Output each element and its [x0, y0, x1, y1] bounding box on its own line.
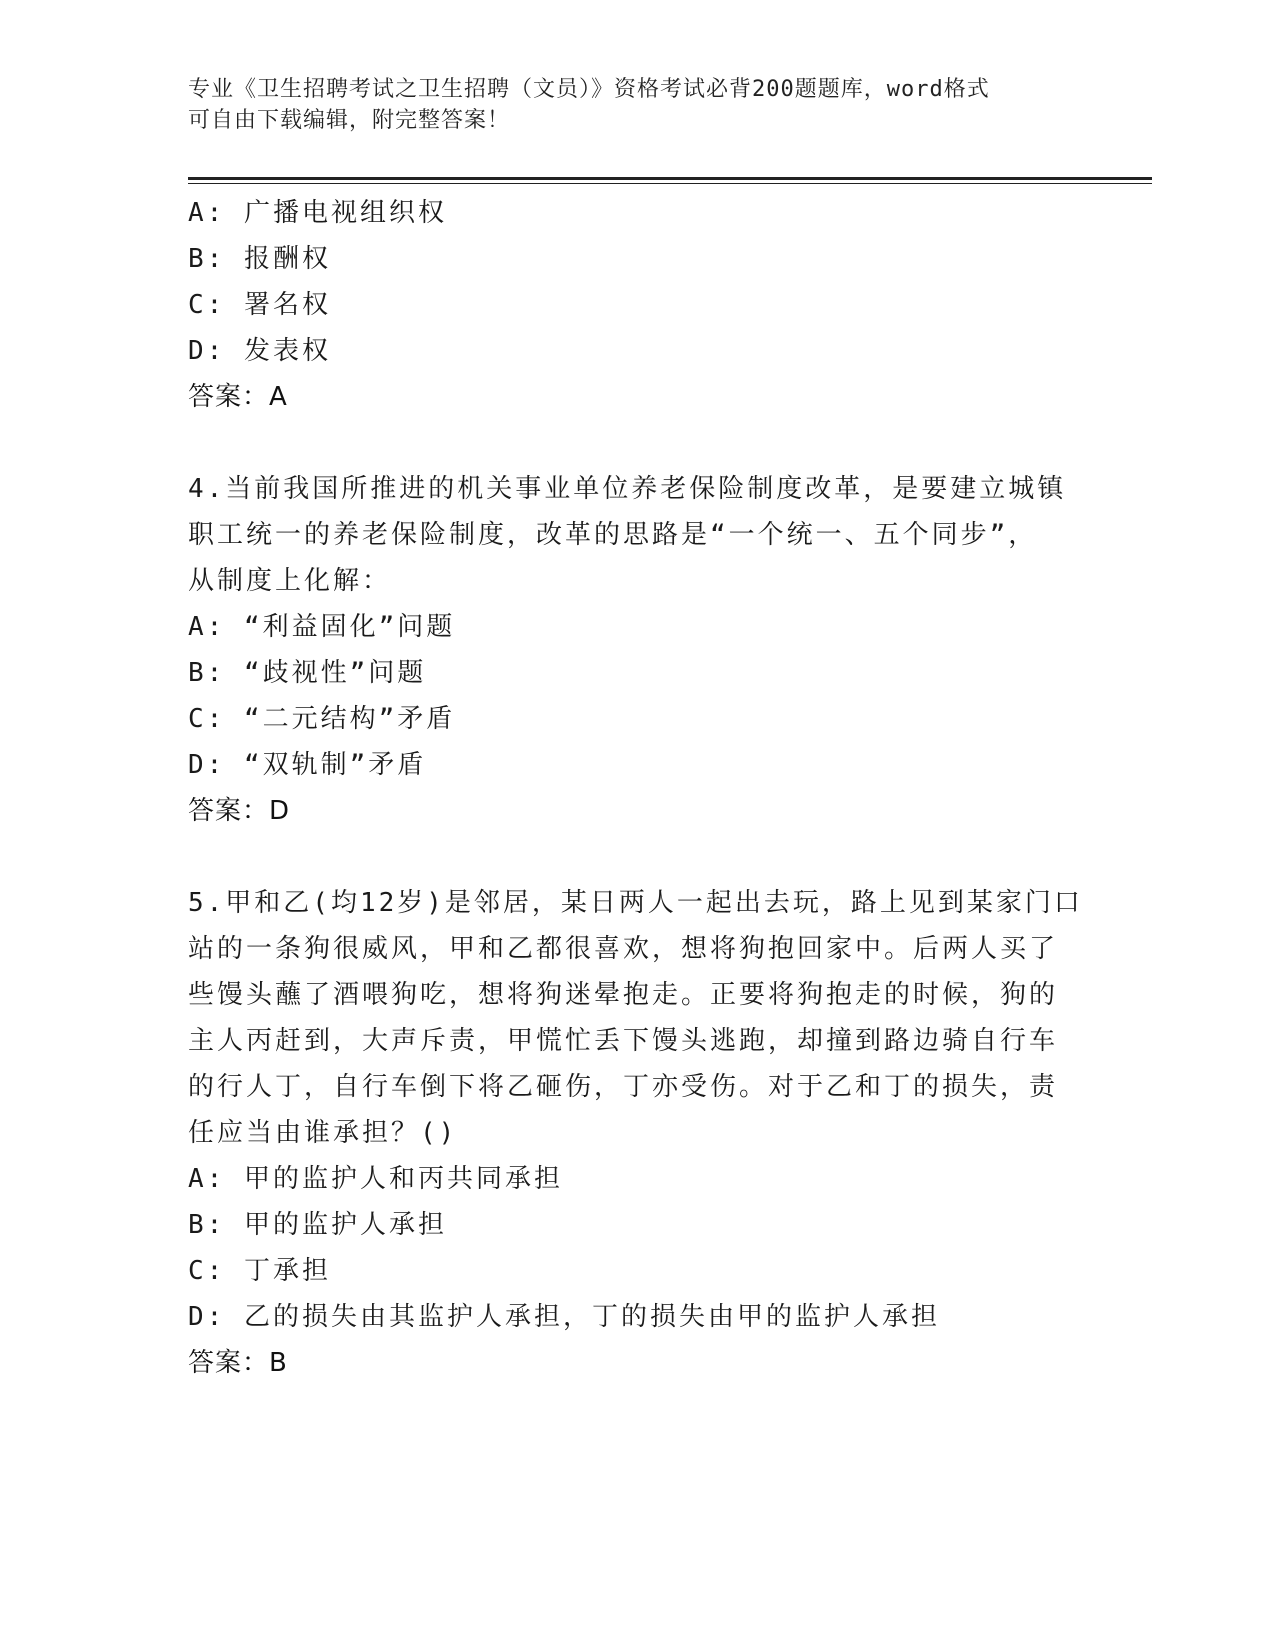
option-b: B: “歧视性”问题 — [188, 658, 427, 688]
option-a: A: 甲的监护人和丙共同承担 — [188, 1164, 563, 1194]
document-body — [188, 190, 1088, 1386]
question-4 — [188, 466, 1088, 834]
document-header — [188, 74, 1088, 136]
question-stem-line: 5.甲和乙(均12岁)是邻居，某日两人一起出去玩，路上见到某家门口 — [188, 888, 1083, 918]
answer-line: 答案：D — [188, 796, 291, 826]
option-d: D: “双轨制”矛盾 — [188, 750, 427, 780]
answer-line: 答案：B — [188, 1348, 288, 1378]
question-5 — [188, 880, 1088, 1386]
header-title-line-2: 可自由下载编辑，附完整答案！ — [188, 108, 511, 133]
option-c: C: “二元结构”矛盾 — [188, 704, 456, 734]
option-d: D: 发表权 — [188, 336, 331, 366]
question-stem-line: 主人丙赶到，大声斥责，甲慌忙丢下馒头逃跑，却撞到路边骑自行车 — [188, 1026, 1059, 1056]
question-stem-line: 从制度上化解： — [188, 566, 392, 596]
header-title-line-1: 专业《卫生招聘考试之卫生招聘（文员）》资格考试必背200题题库，word格式 — [188, 77, 990, 102]
header-divider-thin — [188, 183, 1152, 184]
question-stem-line: 任应当由谁承担？() — [188, 1118, 458, 1148]
option-d: D: 乙的损失由其监护人承担，丁的损失由甲的监护人承担 — [188, 1302, 940, 1332]
option-b: B: 报酬权 — [188, 244, 331, 274]
question-stem-line: 的行人丁，自行车倒下将乙砸伤，丁亦受伤。对于乙和丁的损失，责 — [188, 1072, 1059, 1102]
spacer — [188, 834, 1088, 880]
question-stem-line: 4.当前我国所推进的机关事业单位养老保险制度改革，是要建立城镇 — [188, 474, 1067, 504]
option-c: C: 署名权 — [188, 290, 331, 320]
question-stem-line: 些馒头蘸了酒喂狗吃，想将狗迷晕抱走。正要将狗抱走的时候，狗的 — [188, 980, 1059, 1010]
option-a: A: “利益固化”问题 — [188, 612, 456, 642]
option-b: B: 甲的监护人承担 — [188, 1210, 447, 1240]
question-3-continued — [188, 190, 1088, 420]
header-divider-thick — [188, 177, 1152, 180]
question-stem-line: 站的一条狗很威风，甲和乙都很喜欢，想将狗抱回家中。后两人买了 — [188, 934, 1059, 964]
option-c: C: 丁承担 — [188, 1256, 331, 1286]
question-stem-line: 职工统一的养老保险制度，改革的思路是“一个统一、五个同步”， — [188, 520, 1038, 550]
spacer — [188, 420, 1088, 466]
option-a: A: 广播电视组织权 — [188, 198, 447, 228]
answer-line: 答案：A — [188, 382, 288, 412]
